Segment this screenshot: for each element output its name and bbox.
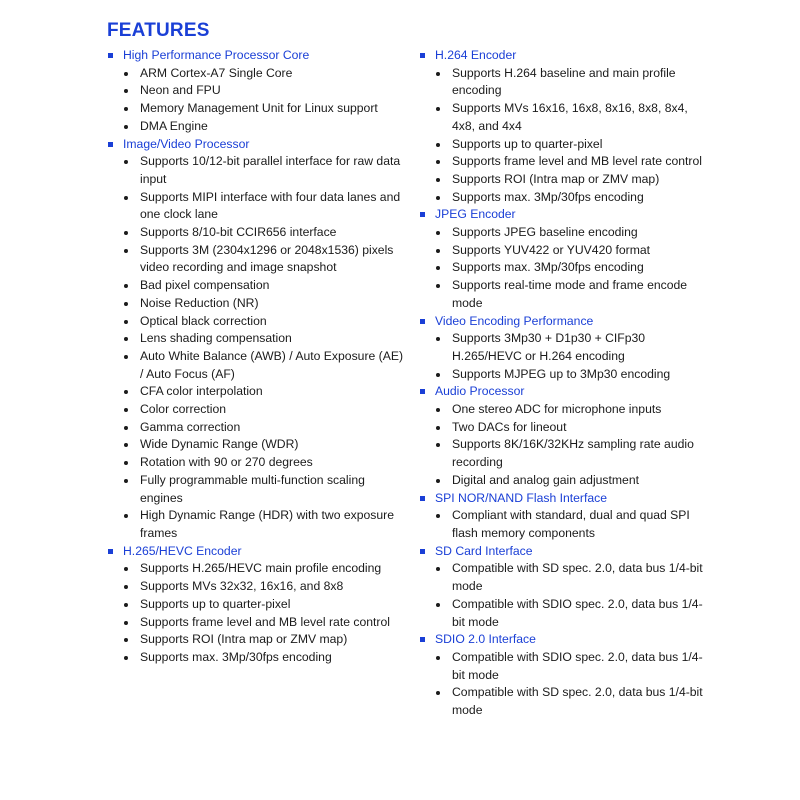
bullet-dot-icon [124, 585, 128, 589]
list-item [420, 100, 710, 135]
section-h-264-encoder [420, 47, 710, 206]
bullet-dot-icon [124, 638, 128, 642]
square-bullet-icon [108, 53, 113, 58]
bullet-dot-icon [436, 514, 440, 518]
square-bullet-icon [420, 496, 425, 501]
section-sd-card-interface [420, 543, 710, 632]
feature-list [420, 401, 710, 490]
square-bullet-icon [420, 389, 425, 394]
section-image-video-processor [108, 136, 408, 543]
list-item-text: Compatible with SDIO spec. 2.0, data bus 1/4-bit mode [452, 649, 703, 682]
feature-list [420, 65, 710, 207]
list-item-text: Supports max. 3Mp/30fps encoding [140, 649, 332, 664]
square-bullet-icon [420, 637, 425, 642]
list-item [108, 82, 408, 100]
list-item-text: Compatible with SD spec. 2.0, data bus 1/4-bit mode [452, 685, 703, 718]
list-item-text: Supports up to quarter-pixel [140, 596, 291, 611]
square-bullet-icon [108, 549, 113, 554]
square-bullet-icon [420, 53, 425, 58]
list-item [420, 277, 710, 312]
list-item-text: Supports MJPEG up to 3Mp30 encoding [452, 366, 671, 381]
section-heading-text: Image/Video Processor [123, 136, 250, 151]
bullet-dot-icon [436, 196, 440, 200]
feature-list [420, 507, 710, 542]
feature-list [108, 153, 408, 542]
bullet-dot-icon [436, 337, 440, 341]
list-item [108, 472, 408, 507]
list-item [420, 560, 710, 595]
section-audio-processor [420, 383, 710, 489]
list-item-text: DMA Engine [140, 118, 208, 133]
list-item [108, 224, 408, 242]
square-bullet-icon [108, 142, 113, 147]
list-item [108, 242, 408, 277]
list-item-text: Supports MVs 32x32, 16x16, and 8x8 [140, 579, 344, 594]
section-heading-text: H.265/HEVC Encoder [123, 543, 242, 558]
list-item [108, 454, 408, 472]
list-item [108, 313, 408, 331]
list-item [108, 100, 408, 118]
list-item [420, 259, 710, 277]
list-item-text: Supports H.265/HEVC main profile encoding [140, 561, 382, 576]
list-item-text: Compatible with SD spec. 2.0, data bus 1/4-bit mode [452, 561, 703, 594]
list-item-text: Memory Management Unit for Linux support [140, 101, 378, 116]
bullet-dot-icon [124, 72, 128, 76]
list-item-text: Supports 3M (2304x1296 or 2048x1536) pixels video recording and image snapshot [140, 242, 394, 275]
section-h-265-hevc-encoder [108, 543, 408, 667]
feature-list [108, 65, 408, 136]
list-item-text: Fully programmable multi-function scaling engines [140, 472, 365, 505]
list-item-text: Supports JPEG baseline encoding [452, 225, 638, 240]
list-item [420, 171, 710, 189]
list-item [420, 366, 710, 384]
bullet-dot-icon [124, 408, 128, 412]
list-item-text: Lens shading compensation [140, 331, 292, 346]
section-jpeg-encoder [420, 206, 710, 312]
section-video-encoding-performance [420, 313, 710, 384]
section-spi-nor-nand-flash-interface [420, 490, 710, 543]
bullet-dot-icon [124, 107, 128, 111]
list-item-text: Supports ROI (Intra map or ZMV map) [452, 171, 660, 186]
bullet-dot-icon [124, 302, 128, 306]
bullet-dot-icon [436, 249, 440, 253]
section-heading [420, 47, 710, 65]
section-heading-text: SPI NOR/NAND Flash Interface [435, 490, 608, 505]
list-item-text: Supports real-time mode and frame encode mode [452, 278, 688, 310]
section-heading [420, 313, 710, 331]
section-heading-text: JPEG Encoder [435, 207, 516, 222]
list-item [420, 596, 710, 631]
list-item [108, 348, 408, 383]
bullet-dot-icon [124, 284, 128, 288]
list-item [108, 507, 408, 542]
list-item [108, 330, 408, 348]
list-item-text: Noise Reduction (NR) [140, 295, 259, 310]
list-item [420, 136, 710, 154]
list-item [420, 401, 710, 419]
list-item [108, 153, 408, 188]
bullet-dot-icon [436, 656, 440, 660]
list-item [420, 472, 710, 490]
list-item [108, 436, 408, 454]
bullet-dot-icon [124, 567, 128, 571]
list-item [108, 649, 408, 667]
list-item [420, 507, 710, 542]
list-item-text: Bad pixel compensation [140, 278, 270, 293]
section-heading-text: Audio Processor [435, 384, 525, 399]
bullet-dot-icon [436, 426, 440, 430]
bullet-dot-icon [124, 125, 128, 129]
right-column [420, 47, 710, 720]
list-item-text: One stereo ADC for microphone inputs [452, 402, 662, 417]
list-item [108, 631, 408, 649]
list-item-text: Supports frame level and MB level rate control [140, 614, 390, 629]
left-column [108, 47, 408, 667]
square-bullet-icon [420, 549, 425, 554]
section-heading [420, 543, 710, 561]
list-item [420, 649, 710, 684]
list-item [108, 65, 408, 83]
features-title: FEATURES [107, 20, 210, 41]
list-item [108, 560, 408, 578]
list-item [420, 153, 710, 171]
list-item [108, 277, 408, 295]
list-item-text: Supports 3Mp30 + D1p30 + CIFp30 H.265/HEVC or H.264 encoding [452, 331, 646, 363]
list-item [108, 419, 408, 437]
list-item [108, 614, 408, 632]
list-item-text: Supports ROI (Intra map or ZMV map) [140, 632, 348, 647]
bullet-dot-icon [124, 355, 128, 359]
list-item-text: Compliant with standard, dual and quad SPI flash memory components [452, 508, 690, 540]
feature-list [420, 649, 710, 720]
list-item [420, 330, 710, 365]
section-heading [420, 206, 710, 224]
bullet-dot-icon [124, 196, 128, 200]
section-heading [108, 47, 408, 65]
feature-list [420, 560, 710, 631]
square-bullet-icon [420, 319, 425, 324]
bullet-dot-icon [124, 337, 128, 341]
list-item-text: Supports MIPI interface with four data lanes and one clock lane [140, 189, 401, 222]
list-item-text: ARM Cortex-A7 Single Core [140, 65, 293, 80]
section-heading [420, 490, 710, 508]
bullet-dot-icon [436, 603, 440, 607]
list-item-text: Gamma correction [140, 419, 241, 434]
list-item-text: Supports MVs 16x16, 16x8, 8x16, 8x8, 8x4, 4x8, and 4x4 [452, 101, 688, 133]
list-item [420, 224, 710, 242]
section-heading-text: SD Card Interface [435, 543, 533, 558]
feature-list [420, 330, 710, 383]
list-item [108, 189, 408, 224]
list-item-text: Supports frame level and MB level rate control [452, 154, 702, 169]
bullet-dot-icon [124, 603, 128, 607]
list-item-text: Wide Dynamic Range (WDR) [140, 437, 299, 452]
list-item [420, 684, 710, 719]
list-item-text: Supports max. 3Mp/30fps encoding [452, 189, 644, 204]
section-heading-text: Video Encoding Performance [435, 313, 594, 328]
list-item [108, 383, 408, 401]
bullet-dot-icon [436, 72, 440, 76]
feature-list [108, 560, 408, 666]
section-heading [420, 383, 710, 401]
list-item-text: Rotation with 90 or 270 degrees [140, 455, 313, 470]
bullet-dot-icon [436, 691, 440, 695]
list-item-text: Supports YUV422 or YUV420 format [452, 242, 651, 257]
bullet-dot-icon [436, 231, 440, 235]
list-item-text: Compatible with SDIO spec. 2.0, data bus 1/4-bit mode [452, 596, 703, 629]
bullet-dot-icon [124, 231, 128, 235]
section-heading-text: H.264 Encoder [435, 48, 517, 62]
bullet-dot-icon [436, 284, 440, 288]
list-item-text: Two DACs for lineout [452, 419, 567, 434]
list-item [108, 295, 408, 313]
bullet-dot-icon [124, 479, 128, 483]
bullet-dot-icon [124, 443, 128, 447]
bullet-dot-icon [436, 479, 440, 483]
bullet-dot-icon [436, 567, 440, 571]
list-item-text: Supports 10/12-bit parallel interface for raw data input [140, 154, 401, 186]
bullet-dot-icon [436, 266, 440, 270]
list-item [420, 436, 710, 471]
list-item [420, 65, 710, 100]
bullet-dot-icon [436, 443, 440, 447]
bullet-dot-icon [436, 373, 440, 377]
bullet-dot-icon [124, 249, 128, 253]
section-heading [108, 136, 408, 154]
list-item [420, 242, 710, 260]
section-heading [108, 543, 408, 561]
list-item-text: Neon and FPU [140, 83, 221, 98]
list-item-text: High Dynamic Range (HDR) with two exposure frames [140, 508, 394, 540]
bullet-dot-icon [124, 426, 128, 430]
section-sdio-2-0-interface [420, 631, 710, 720]
bullet-dot-icon [124, 514, 128, 518]
list-item-text: Supports up to quarter-pixel [452, 136, 603, 151]
section-heading-text: High Performance Processor Core [123, 48, 310, 62]
bullet-dot-icon [436, 178, 440, 182]
list-item-text: Optical black correction [140, 313, 267, 328]
feature-list [420, 224, 710, 313]
list-item [108, 578, 408, 596]
list-item-text: Color correction [140, 402, 227, 417]
section-heading-text: SDIO 2.0 Interface [435, 632, 536, 647]
list-item-text: Auto White Balance (AWB) / Auto Exposure (AE) / Auto Focus (AF) [140, 348, 404, 381]
bullet-dot-icon [124, 461, 128, 465]
list-item-text: Supports max. 3Mp/30fps encoding [452, 260, 644, 275]
square-bullet-icon [420, 212, 425, 217]
section-high-performance-processor-core [108, 47, 408, 136]
bullet-dot-icon [124, 621, 128, 625]
bullet-dot-icon [436, 408, 440, 412]
list-item-text: CFA color interpolation [140, 384, 263, 399]
bullet-dot-icon [436, 160, 440, 164]
list-item [420, 419, 710, 437]
list-item [108, 596, 408, 614]
list-item [108, 401, 408, 419]
bullet-dot-icon [436, 143, 440, 147]
bullet-dot-icon [124, 89, 128, 93]
section-heading [420, 631, 710, 649]
bullet-dot-icon [124, 160, 128, 164]
list-item-text: Supports 8/10-bit CCIR656 interface [140, 225, 337, 240]
list-item-text: Supports 8K/16K/32KHz sampling rate audio recording [452, 437, 694, 470]
bullet-dot-icon [124, 320, 128, 324]
list-item-text: Digital and analog gain adjustment [452, 472, 640, 487]
bullet-dot-icon [124, 390, 128, 394]
bullet-dot-icon [124, 656, 128, 660]
list-item-text: Supports H.264 baseline and main profile encoding [452, 65, 676, 98]
bullet-dot-icon [436, 107, 440, 111]
list-item [108, 118, 408, 136]
list-item [420, 189, 710, 207]
